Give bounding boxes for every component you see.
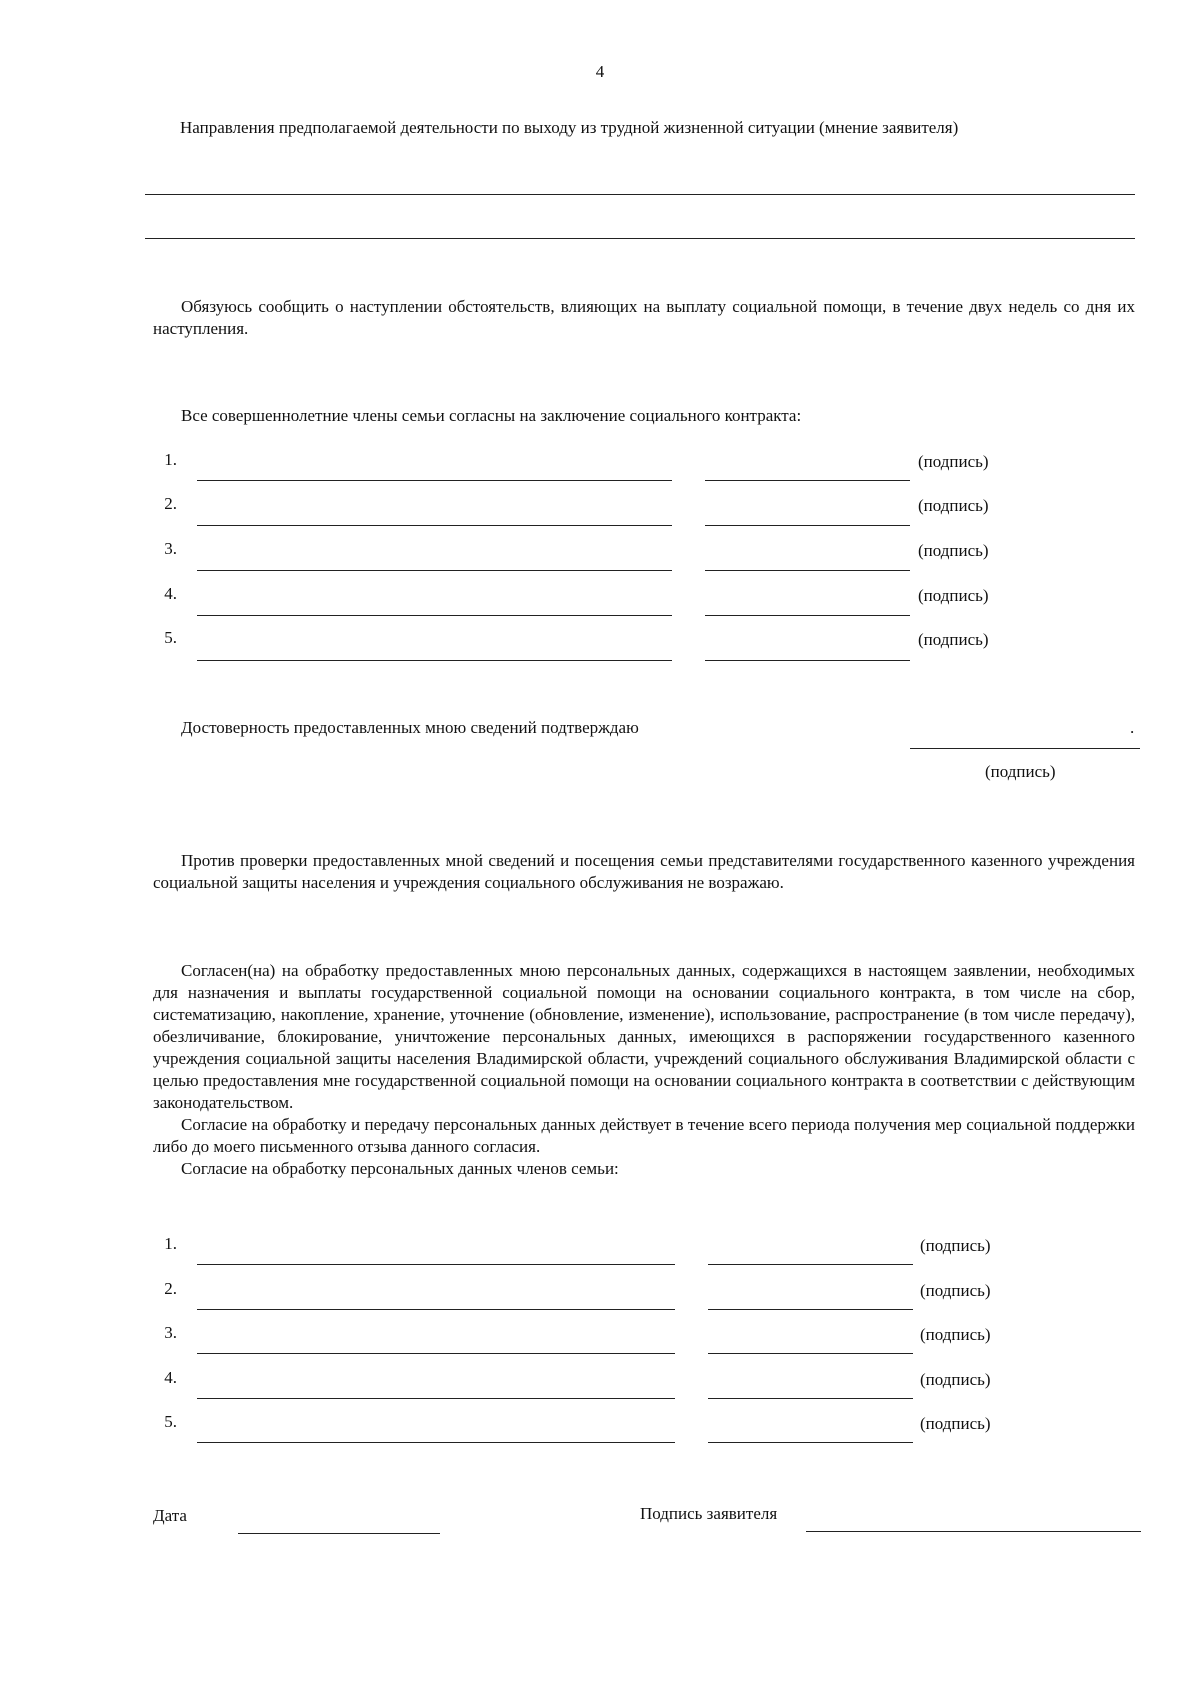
applicant-signature-line[interactable] [806,1531,1141,1532]
row-number: 5. [164,628,177,647]
applicant-signature-label: Подпись заявителя [640,1504,778,1523]
signature-label: (подпись) [918,541,989,560]
row-number: 3. [164,1323,177,1342]
row-number: 1. [164,450,177,469]
signature-line[interactable] [705,570,910,571]
consent-block [153,960,1135,1180]
confirmation-text: Достоверность предоставленных мною сведений подтверждаю [181,718,639,737]
row-number: 2. [164,1279,177,1298]
consent-paragraph-2: Согласие на обработку и передачу персональных данных действует в течение всего периода получения мер социальной поддержки либо до моего письменного отзыва данного согласия. [153,1115,1135,1156]
name-line[interactable] [197,1309,675,1310]
name-line[interactable] [197,1264,675,1265]
confirmation-signature-label: (подпись) [985,762,1056,781]
signature-label: (подпись) [920,1281,991,1300]
row-number: 1. [164,1234,177,1253]
signature-label: (подпись) [918,496,989,515]
signature-line[interactable] [705,660,910,661]
signature-label: (подпись) [920,1414,991,1433]
name-line[interactable] [197,525,672,526]
row-number: 4. [164,1368,177,1387]
obligation-paragraph [153,296,1135,340]
signature-label: (подпись) [920,1325,991,1344]
date-line[interactable] [238,1533,440,1534]
signature-label: (подпись) [918,630,989,649]
signature-line[interactable] [708,1353,913,1354]
confirmation-dot: . [1130,718,1135,737]
directions-heading: Направления предполагаемой деятельности по выходу из трудной жизненной ситуации (мнение заявителя) [180,118,959,137]
name-line[interactable] [197,480,672,481]
name-line[interactable] [197,1442,675,1443]
name-line[interactable] [197,1353,675,1354]
directions-line-1[interactable] [145,194,1135,195]
signature-line[interactable] [708,1309,913,1310]
signature-line[interactable] [705,525,910,526]
signature-line[interactable] [708,1264,913,1265]
name-line[interactable] [197,660,672,661]
date-label: Дата [153,1506,187,1525]
name-line[interactable] [197,1398,675,1399]
signature-label: (подпись) [918,452,989,471]
signature-label: (подпись) [918,586,989,605]
signature-line[interactable] [705,480,910,481]
name-line[interactable] [197,615,672,616]
consent-paragraph-3: Согласие на обработку персональных данных членов семьи: [181,1159,619,1178]
row-number: 3. [164,539,177,558]
row-number: 2. [164,494,177,513]
page-number: 4 [595,62,605,81]
signature-label: (подпись) [920,1370,991,1389]
consent-paragraph-1: Согласен(на) на обработку предоставленных мною персональных данных, содержащихся в настоящем заявлении, необходимых для назначения и выплаты государственной социальной помощи на основании социального контракта, в том числе на сбор, систематизацию, накопление, хранение, уточнение (обновление, изменение), использование, распространение (в том числе передачу), обезличивание, блокирование, уничтожение персональных данных, имеющихся в распоряжении государственного казенного учреждения социальной защиты населения Владимирской области, учреждений социального обслуживания Владимирской области с целью предоставления мне государственной социальной помощи на основании социального контракта в соответствии с действующим законодательством. [153,961,1135,1112]
signature-line[interactable] [708,1398,913,1399]
obligation-text: Обязуюсь сообщить о наступлении обстоятельств, влияющих на выплату социальной помощи, в течение двух недель со дня их наступления. [153,297,1135,338]
confirmation-signature-line[interactable] [910,748,1140,749]
signature-line[interactable] [708,1442,913,1443]
family-agreement-heading: Все совершеннолетние члены семьи согласны на заключение социального контракта: [181,406,802,425]
row-number: 4. [164,584,177,603]
signature-label: (подпись) [920,1236,991,1255]
no-objection-text: Против проверки предоставленных мной сведений и посещения семьи представителями государственного казенного учреждения социальной защиты населения и учреждения социального обслуживания не возражаю. [153,851,1135,892]
directions-line-2[interactable] [145,238,1135,239]
row-number: 5. [164,1412,177,1431]
signature-line[interactable] [705,615,910,616]
no-objection-paragraph [153,850,1135,894]
name-line[interactable] [197,570,672,571]
